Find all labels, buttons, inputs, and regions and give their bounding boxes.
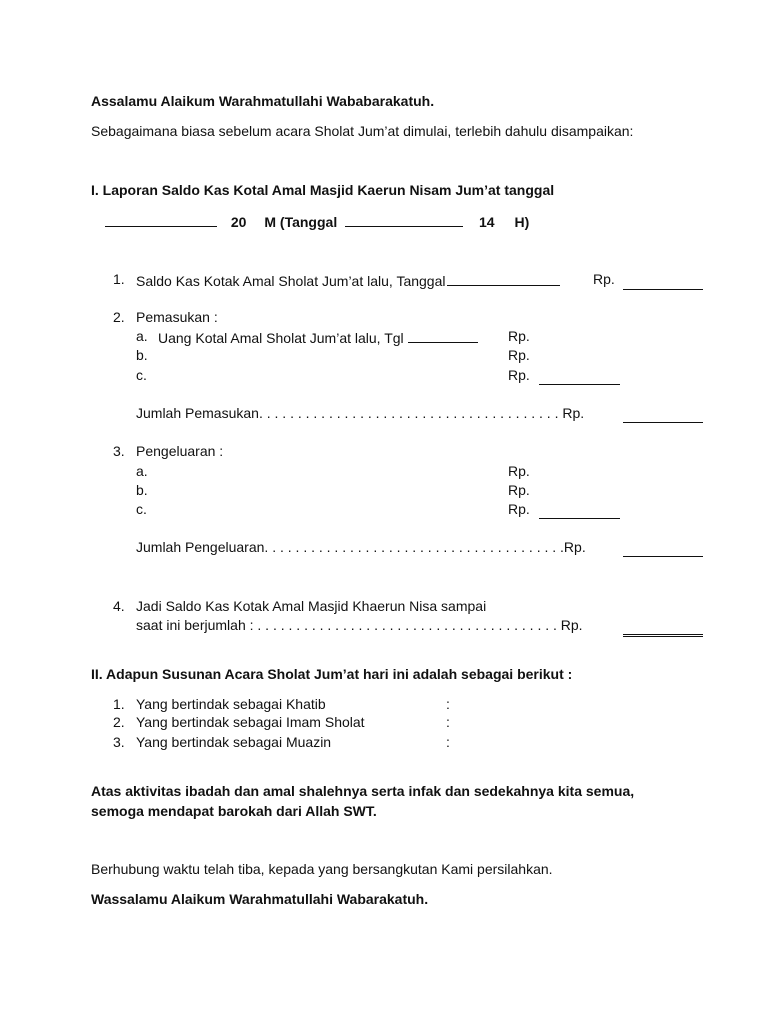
section2-item1-number: 1. — [113, 696, 125, 712]
section2-item2-colon: : — [446, 714, 450, 730]
item2-row-a — [158, 328, 478, 346]
intro-text: Sebagaimana biasa sebelum acara Sholat Jum’at dimulai, terlebih dahulu disampaikan: — [91, 123, 634, 139]
item2-letter-a: a. — [136, 328, 148, 344]
section2-heading: II. Adapun Susunan Acara Sholat Jum’at hari ini adalah sebagai berikut : — [91, 666, 573, 682]
section2-item3-number: 3. — [113, 734, 125, 750]
item3-number: 3. — [113, 443, 125, 459]
item4-line1: Jadi Saldo Kas Kotak Amal Masjid Khaerun Nisa sampai — [136, 598, 487, 614]
item2-number: 2. — [113, 309, 125, 325]
item2-row-a-blank — [408, 328, 478, 343]
item3-row-c-blank — [539, 504, 620, 522]
item2-row-c-rp: Rp. — [508, 367, 530, 383]
item4-number: 4. — [113, 598, 125, 614]
greeting: Assalamu Alaikum Warahmatullahi Wababarakatuh. — [91, 93, 435, 109]
item2-letter-b: b. — [136, 347, 148, 363]
item3-letter-c: c. — [136, 501, 147, 517]
item2-row-b-rp: Rp. — [508, 347, 530, 363]
section2-item3-label: Yang bertindak sebagai Muazin — [136, 734, 332, 750]
item3-label: Pengeluaran : — [136, 443, 224, 459]
date-blank-2 — [345, 212, 463, 227]
item3-total-label: Jumlah Pengeluaran. . . . . . . . . . . . . . . . . . . . . . . . . . . . . . . . . . . . . . .Rp. — [136, 539, 586, 555]
item2-total-blank — [623, 408, 703, 426]
item2-total-label: Jumlah Pemasukan. . . . . . . . . . . . . . . . . . . . . . . . . . . . . . . . . . . . . . . Rp. — [136, 405, 585, 421]
closing-line1: Atas aktivitas ibadah dan amal shalehnya serta infak dan sedekahnya kita semua, — [91, 783, 635, 799]
item3-letter-b: b. — [136, 482, 148, 498]
item2-row-a-rp: Rp. — [508, 328, 530, 344]
item1-date-blank — [447, 271, 560, 286]
item1-rp: Rp. — [593, 271, 615, 287]
item4-total-blank — [623, 620, 703, 640]
date-end: H) — [514, 214, 530, 230]
item2-row-c-blank — [539, 370, 620, 388]
item1-row — [136, 271, 560, 289]
item2-row-a-text: Uang Kotal Amal Sholat Jum’at lalu, Tgl — [158, 330, 404, 346]
date-blank-1 — [105, 212, 217, 227]
date-mid: M (Tanggal — [264, 214, 338, 230]
item3-letter-a: a. — [136, 463, 148, 479]
date-hijri-suffix: 14 — [478, 214, 495, 230]
item3-row-b-rp: Rp. — [508, 482, 530, 498]
item4-line2: saat ini berjumlah : . . . . . . . . . . . . . . . . . . . . . . . . . . . . . . . . . . . . . . . Rp. — [136, 617, 583, 633]
section2-item1-colon: : — [446, 696, 450, 712]
section2-item1-label: Yang bertindak sebagai Khatib — [136, 696, 326, 712]
date-year-suffix: 20 — [230, 214, 247, 230]
item3-row-c-rp: Rp. — [508, 501, 530, 517]
invitation-text: Berhubung waktu telah tiba, kepada yang bersangkutan Kami persilahkan. — [91, 861, 553, 877]
item3-row-a-rp: Rp. — [508, 463, 530, 479]
item1-amount-blank — [623, 275, 703, 293]
item2-label: Pemasukan : — [136, 309, 218, 325]
section1-heading: I. Laporan Saldo Kas Kotal Amal Masjid Kaerun Nisam Jum’at tanggal — [91, 182, 555, 198]
item1-number: 1. — [113, 271, 125, 287]
section2-item3-colon: : — [446, 734, 450, 750]
farewell: Wassalamu Alaikum Warahmatullahi Wabarakatuh. — [91, 891, 429, 907]
item3-total-blank — [623, 542, 703, 560]
date-line — [105, 212, 529, 230]
item2-letter-c: c. — [136, 367, 147, 383]
closing-line2: semoga mendapat barokah dari Allah SWT. — [91, 803, 377, 819]
section2-item2-number: 2. — [113, 714, 125, 730]
section2-item2-label: Yang bertindak sebagai Imam Sholat — [136, 714, 365, 730]
item1-label: Saldo Kas Kotak Amal Sholat Jum’at lalu, Tanggal — [136, 273, 446, 289]
